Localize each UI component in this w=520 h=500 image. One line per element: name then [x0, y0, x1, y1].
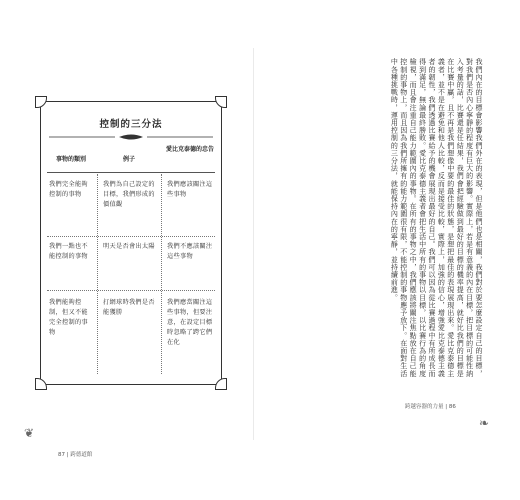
- row-rule: [47, 236, 215, 237]
- frame-corner-ornament: [35, 378, 47, 390]
- column-divider: [161, 174, 162, 374]
- row-rule: [47, 290, 215, 291]
- table-cell: 我們完全能夠控制的事物: [49, 181, 88, 198]
- header-advice: 愛比克泰德的忠告: [165, 146, 214, 153]
- table-title: 控制的三分法: [99, 119, 163, 130]
- leaf-ornament-icon: ❦: [24, 426, 35, 440]
- table-cell: 明天是否會出太陽: [103, 243, 155, 250]
- table-cell: 我們不應該關注這些事物: [167, 243, 213, 260]
- page-folio-left: 87 | 跨德道館: [58, 452, 93, 458]
- body-text: 我們內在的目標會影響我們外在的表現，但是他們也是相關，我們對於要怎麼設定自己的目標，對我們是否內心寧靜的程度有巨大的影響。實際上，若是有意義的內在目標，把目標的可能性納入考量的話，比賽還是任結果，我們會把經驗做到最好的目標的機率提高，就好比我們的目標是在比賽中贏，且不再是我們想像中要的最佳的狀態，是想把最佳的表現展現出來。愛比克泰德主義者，並不是在避免和他人比較，反而是接受比較，實際上，加強的信心，增強愛比克泰德主義者的韌性，我們透過比賽給予的機會展現出最好的自己。我們可以因為從比賽過程中有所成長而得到滿足，無論最終勝敗。愛比克泰德主義者會把生活中所有的事物以目標，以比賽行為的角度檢視，而且會注重自己能力範圍內的事物。在所有的事物之中，我們應該將關注焦點放在自己能控制的事物上，而且因為我們所擁有的能力範圍很有限，不能控制的事物應予放下。在面對生活中各種挑戰時，運用控制的三分法，就能保持內在的寧靜，並持續前進。: [390, 58, 483, 378]
- control-table-frame: [40, 101, 222, 385]
- header-example: 例子: [122, 156, 135, 163]
- table-cell: 我們為自己設定的目標，我們形成的價值觀: [103, 181, 155, 208]
- divider-ornament: [49, 133, 213, 141]
- header-rule: [47, 172, 215, 173]
- leaf-ornament-icon: ❧: [479, 416, 490, 430]
- frame-corner-ornament: [35, 96, 47, 108]
- frame-corner-ornament: [215, 96, 227, 108]
- table-cell: 我們應該關注這些事物: [167, 181, 213, 198]
- table-cell: 打網球時我們是否能獲勝: [103, 299, 155, 316]
- header-category: 事物的類別: [55, 156, 86, 163]
- right-page: [265, 48, 502, 440]
- column-divider: [97, 174, 98, 374]
- frame-corner-ornament: [215, 378, 227, 390]
- left-page: [18, 48, 254, 458]
- table-cell: 我們能夠控制，但又不能完全控制的事物: [49, 299, 88, 336]
- table-cell: 我們應當關注這些事物，但要注意，在設定目標時忽略了跨它們在化: [167, 299, 213, 346]
- page-folio-right: 跨越容器的力量 | 86: [405, 404, 456, 410]
- table-cell: 我們一點也不能控制的事物: [49, 243, 88, 260]
